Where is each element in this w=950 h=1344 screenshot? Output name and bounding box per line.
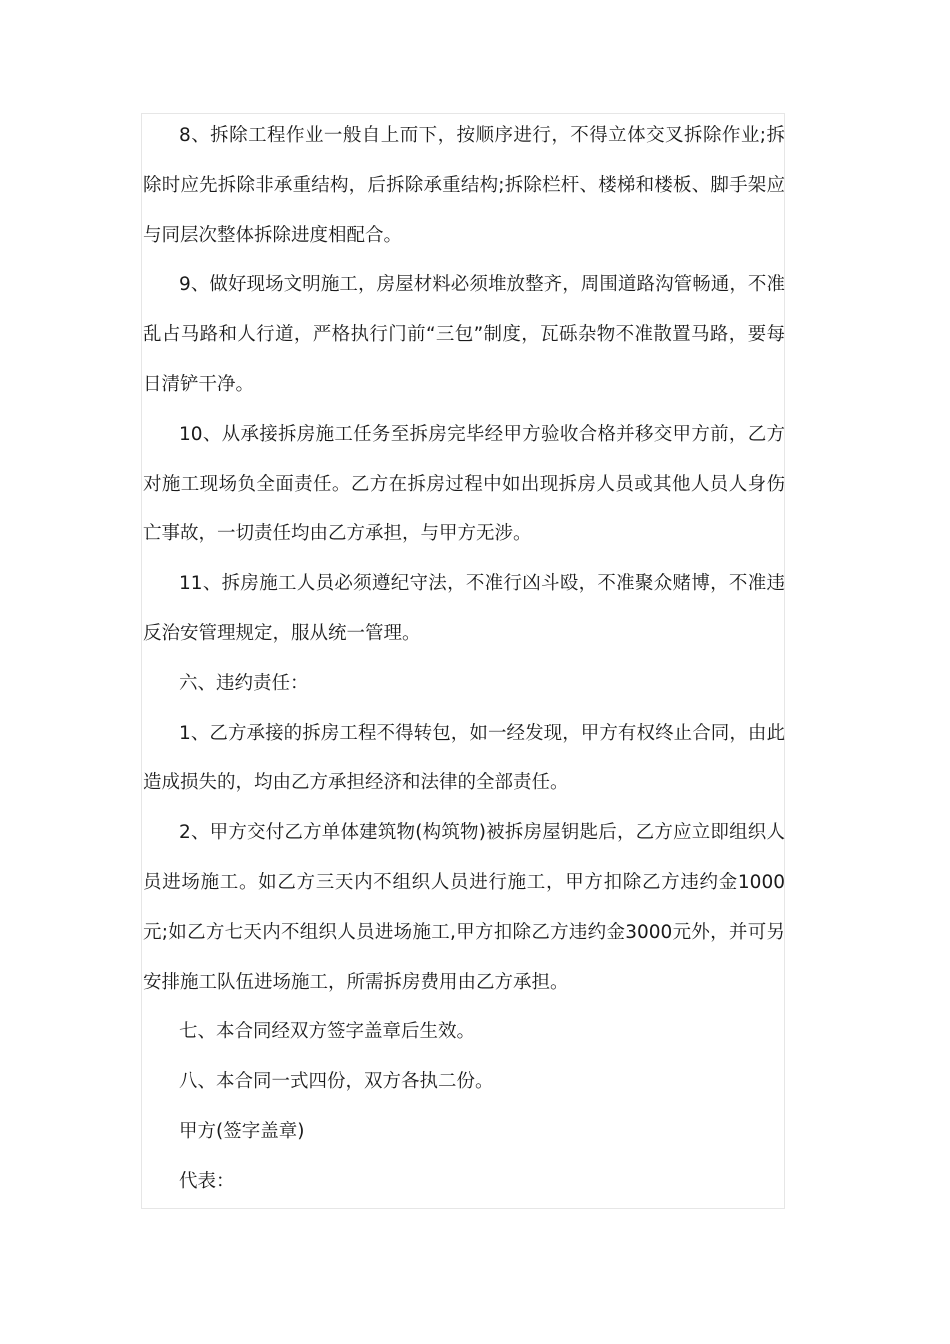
section-7-paragraph: 七、本合同经双方签字盖章后生效。 — [179, 1021, 476, 1043]
clause-11-paragraph: 11、拆房施工人员必须遵纪守法，不准行凶斗殴，不准聚众赌博，不准违反治安管理规定，服从统一管理。 — [143, 573, 785, 644]
liability-clause-2-paragraph: 2、甲方交付乙方单体建筑物(构筑物)被拆房屋钥匙后，乙方应立即组织人员进场施工。如乙方三天内不组织人员进行施工，甲方扣除乙方违约金1000元;如乙方七天内不组织人员进场施工,甲方扣除乙方违约金3000元外，并可另安排施工队伍进场施工，所需拆房费用由乙方承担。 — [143, 822, 785, 993]
section-6-heading: 六、违约责任： — [179, 672, 309, 694]
section-8-paragraph: 八、本合同一式四份，双方各执二份。 — [179, 1071, 494, 1093]
liability-clause-1-paragraph: 1、乙方承接的拆房工程不得转包，如一经发现，甲方有权终止合同，由此造成损失的，均由乙方承担经济和法律的全部责任。 — [143, 722, 785, 794]
representative-label: 代表： — [179, 1170, 235, 1192]
party-a-signature-label: 甲方(签字盖章) — [179, 1120, 305, 1142]
clause-8-paragraph: 8、拆除工程作业一般自上而下，按顺序进行，不得立体交叉拆除作业;拆除时应先拆除非承重结构，后拆除承重结构;拆除栏杆、楼梯和楼板、脚手架应与同层次整体拆除进度相配合。 — [143, 125, 785, 246]
clause-9-paragraph: 9、做好现场文明施工，房屋材料必须堆放整齐，周围道路沟管畅通，不准乱占马路和人行道，严格执行门前“三包”制度，瓦砾杂物不准散置马路，要每日清铲干净。 — [143, 274, 785, 395]
clause-10-paragraph: 10、从承接拆房施工任务至拆房完毕经甲方验收合格并移交甲方前，乙方对施工现场负全面责任。乙方在拆房过程中如出现拆房人员或其他人员人身伤亡事故，一切责任均由乙方承担，与甲方无涉。 — [143, 423, 785, 545]
document-body — [143, 111, 785, 1207]
